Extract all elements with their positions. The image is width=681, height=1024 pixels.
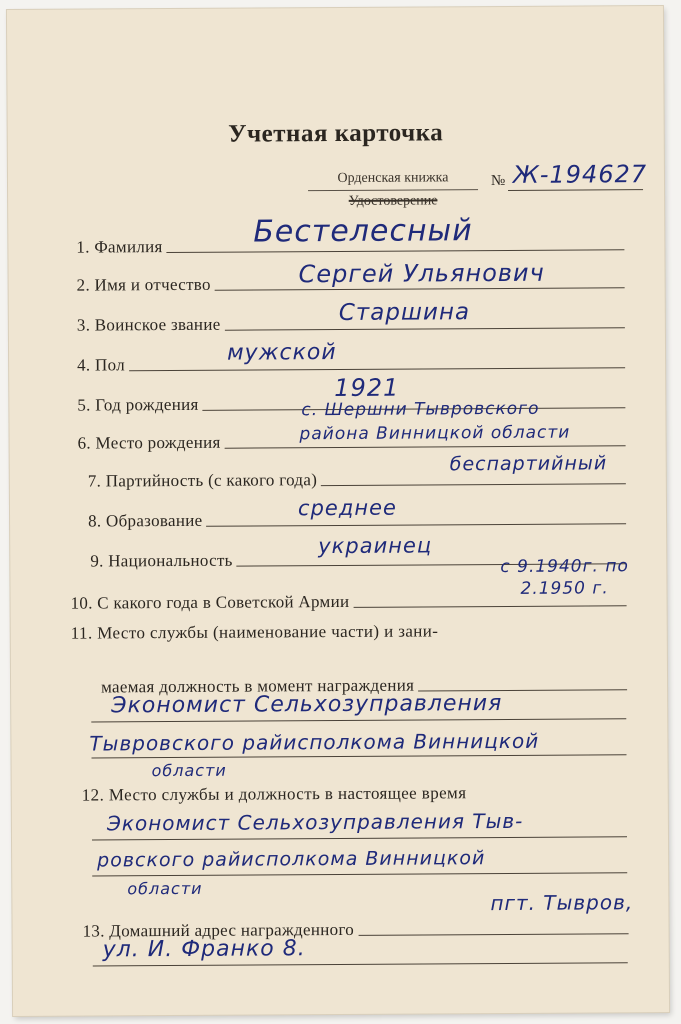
field-sex-row — [77, 352, 625, 375]
field-army-years-label: 10. С какого года в Советской Армии — [70, 591, 350, 613]
field-army-years-value-line2: 2.1950 г. — [520, 578, 609, 599]
field-service-place-label-line2: маемая должность в момент награждения — [101, 675, 415, 697]
document-type-block — [308, 167, 478, 213]
field-current-service-value-line2: ровского райисполкома Винницкой — [97, 847, 486, 872]
field-service-place-rule1 — [91, 718, 626, 722]
field-birth-year-label: 5. Год рождения — [77, 394, 199, 415]
field-rank-label: 3. Воинское звание — [76, 314, 221, 335]
field-army-years-value-line1: с 9.1940г. по — [500, 556, 629, 578]
card-title: Учетная карточка — [228, 119, 444, 148]
field-current-service-value-line3: области — [127, 878, 203, 899]
registration-card — [7, 6, 669, 1016]
field-birthplace-value-line2: района Винницкой области — [299, 422, 571, 445]
field-home-address-rule — [93, 962, 628, 966]
number-label: № — [490, 172, 506, 190]
field-birthplace-label: 6. Место рождения — [77, 432, 221, 453]
document-type-order-book: Орденская книжка — [308, 167, 478, 191]
field-birthplace-value-line1: с. Шершни Тывровского — [301, 398, 540, 421]
field-surname-value: Бестелесный — [253, 213, 473, 250]
field-home-address-label: 13. Домашний адрес награжденного — [82, 919, 355, 941]
field-rank-value: Старшина — [338, 299, 471, 326]
field-current-service-value-line1: Экономист Сельхозуправления Тыв- — [106, 808, 524, 836]
field-current-service-rule2 — [92, 872, 627, 876]
field-service-place-label-line1: 11. Место службы (наименование части) и зани- — [70, 621, 439, 643]
field-education-label: 8. Образование — [87, 510, 203, 531]
field-home-address-value-line2: ул. И. Франко 8. — [102, 936, 306, 963]
field-service-place-value-line3: области — [151, 760, 227, 781]
document-number: Ж-194627 — [512, 160, 648, 189]
field-party-value: беспартийный — [449, 452, 608, 476]
field-name-value: Сергей Ульянович — [298, 258, 545, 289]
field-home-address-value-line1: пгт. Тывров, — [490, 890, 634, 916]
field-current-service-rule1 — [92, 836, 627, 840]
field-service-place-value-line2: Тывровского райисполкома Винницкой — [89, 728, 540, 756]
number-underline — [508, 189, 643, 191]
field-nationality-value: украинец — [318, 533, 433, 559]
field-sex-label: 4. Пол — [77, 355, 126, 375]
field-current-service-label: 12. Место службы и должность в настоящее время — [81, 783, 467, 805]
field-name-label: 2. Имя и отчество — [76, 274, 211, 295]
field-sex-value: мужской — [226, 340, 337, 366]
field-nationality-label: 9. Национальность — [90, 550, 233, 571]
field-service-place-value-line1: Экономист Сельхозуправления — [111, 690, 503, 719]
document-type-certificate-struck: Удостоверение — [348, 193, 438, 209]
field-surname-label: 1. Фамилия — [76, 237, 163, 257]
field-party-label: 7. Партийность (с какого года) — [87, 470, 318, 491]
field-birth-year-value: 1921 — [334, 373, 400, 403]
field-education-value: среднее — [297, 495, 397, 521]
